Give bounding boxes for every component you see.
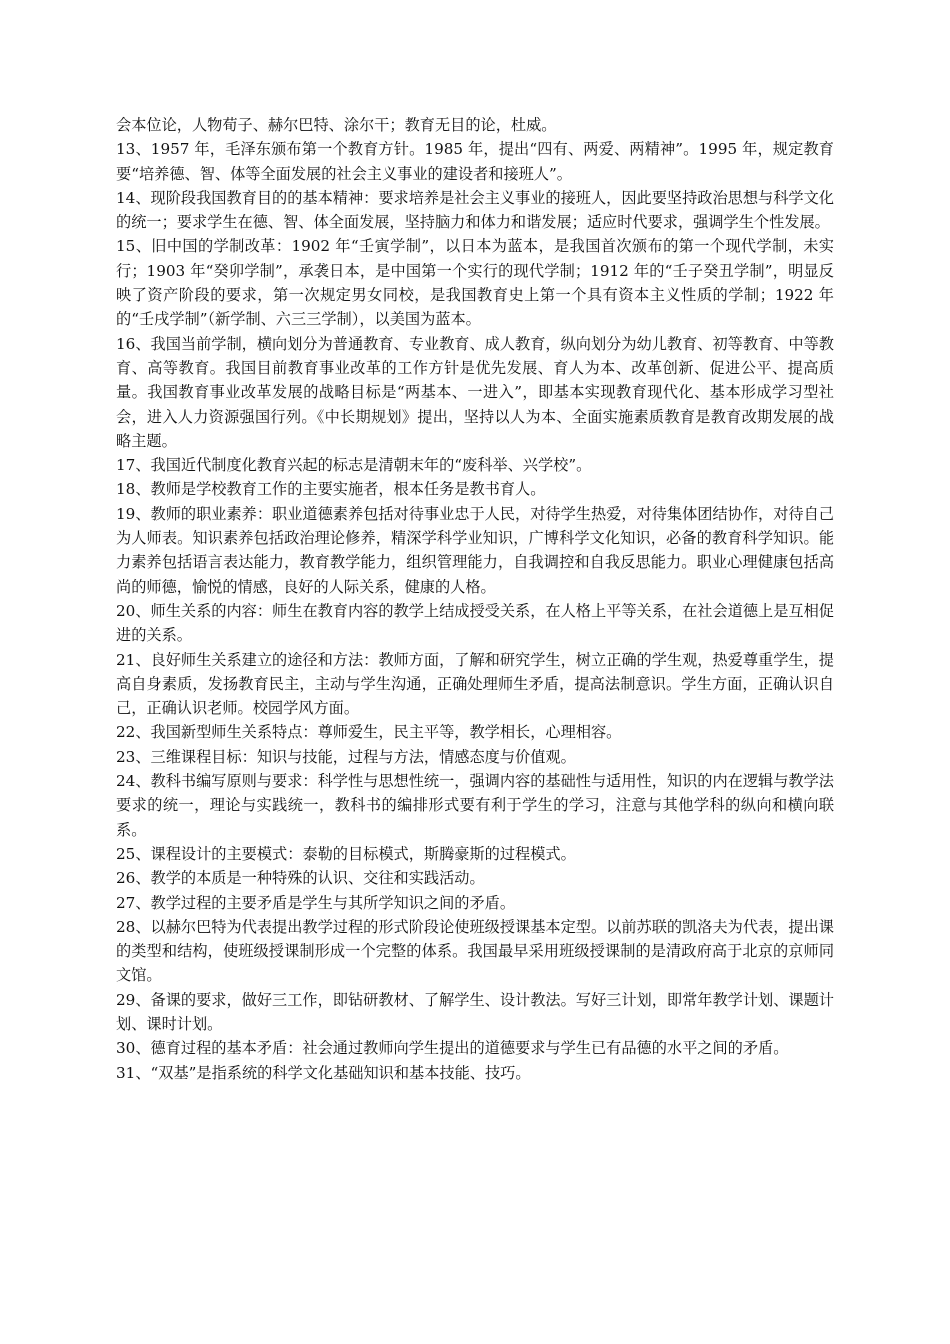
paragraph: 22、我国新型师生关系特点：尊师爱生，民主平等，教学相长，心理相容。 [116,723,622,742]
paragraph: 13、1957 年，毛泽东颁布第一个教育方针。1985 年，提出“四有、两爱、两精神”。1995 年，规定教育要“培养德、智、体等全面发展的社会主义事业的建设者和接班人”。 [116,140,834,183]
paragraph: 21、良好师生关系建立的途径和方法：教师方面，了解和研究学生，树立正确的学生观，热爱尊重学生，提高自身素质，发扬教育民主，主动与学生沟通，正确处理师生矛盾，提高法制意识。学生方面，正确认识自己，正确认识老师。校园学风方面。 [116,650,834,718]
paragraph: 会本位论，人物荀子、赫尔巴特、涂尔干；教育无目的论，杜威。 [116,116,557,134]
paragraph: 28、以赫尔巴特为代表提出教学过程的形式阶段论使班级授课基本定型。以前苏联的凯洛夫为代表，提出课的类型和结构，使班级授课制形成一个完整的体系。我国最早采用班级授课制的是清政府高于北京的京师同文馆。 [116,917,834,985]
paragraph: 24、教科书编写原则与要求：科学性与思想性统一，强调内容的基础性与适用性，知识的内在逻辑与教学法要求的统一，理论与实践统一，教科书的编排形式要有利于学生的学习，注意与其他学科的纵向和横向联系。 [116,772,834,839]
paragraph: 26、教学的本质是一种特殊的认识、交往和实践活动。 [116,869,485,888]
paragraph: 20、师生关系的内容：师生在教育内容的教学上结成授受关系，在人格上平等关系，在社会道德上是互相促进的关系。 [116,601,834,645]
paragraph: 25、课程设计的主要模式：泰勒的目标模式，斯腾豪斯的过程模式。 [116,844,576,863]
paragraph: 19、教师的职业素养：职业道德素养包括对待事业忠于人民，对待学生热爱，对待集体团结协作，对待自己为人师表。知识素养包括政治理论修养，精深学科学业知识，广博科学文化知识，必备的教育科学知识。能力素养包括语言表达能力，教育教学能力，组织管理能力，自我调控和自我反思能力。职业心理健康包括高尚的师德，愉悦的情感，良好的人际关系，健康的人格。 [116,504,834,596]
paragraph: 30、德育过程的基本矛盾：社会通过教师向学生提出的道德要求与学生已有品德的水平之间的矛盾。 [116,1039,789,1058]
paragraph: 31、“双基”是指系统的科学文化基础知识和基本技能、技巧。 [116,1063,531,1082]
paragraph: 18、教师是学校教育工作的主要实施者，根本任务是教书育人。 [116,480,546,499]
paragraph: 16、我国当前学制，横向划分为普通教育、专业教育、成人教育，纵向划分为幼儿教育、初等教育、中等教育、高等教育。我国目前教育事业改革的工作方针是优先发展、育人为本、改革创新、促进公平、提高质量。我国教育事业改革发展的战略目标是“两基本、一进入”，即基本实现教育现代化、基本形成学习型社会，进入人力资源强国行列。《中长期规划》提出，坚持以人为本、全面实施素质教育是教育改期发展的战略主题。 [116,334,834,450]
paragraph: 27、教学过程的主要矛盾是学生与其所学知识之间的矛盾。 [116,893,516,912]
paragraph: 14、现阶段我国教育目的的基本精神：要求培养是社会主义事业的接班人，因此要坚持政治思想与科学文化的统一；要求学生在德、智、体全面发展，坚持脑力和体力和谐发展；适应时代要求，强调学生个性发展。 [116,188,834,232]
paragraph: 17、我国近代制度化教育兴起的标志是清朝末年的“废科举、兴学校”。 [116,456,592,475]
paragraph: 29、备课的要求，做好三工作，即钻研教材、了解学生、设计教法。写好三计划，即常年教学计划、课题计划、课时计划。 [116,990,834,1033]
paragraph: 23、三维课程目标：知识与技能，过程与方法，情感态度与价值观。 [116,747,576,766]
document-page [116,113,834,1085]
paragraph: 15、旧中国的学制改革：1902 年“壬寅学制”，以日本为蓝本，是我国首次颁布的第一个现代学制，未实行；1903 年“癸卯学制”，承袭日本，是中国第一个实行的现代学制；1912 年的“壬子癸丑学制”，明显反映了资产阶段的要求，第一次规定男女同校，是我国教育史上第一个具有资本主义性质的学制；1922 年的“壬戌学制”（新学制、六三三学制），以美国为蓝本。 [116,237,834,329]
